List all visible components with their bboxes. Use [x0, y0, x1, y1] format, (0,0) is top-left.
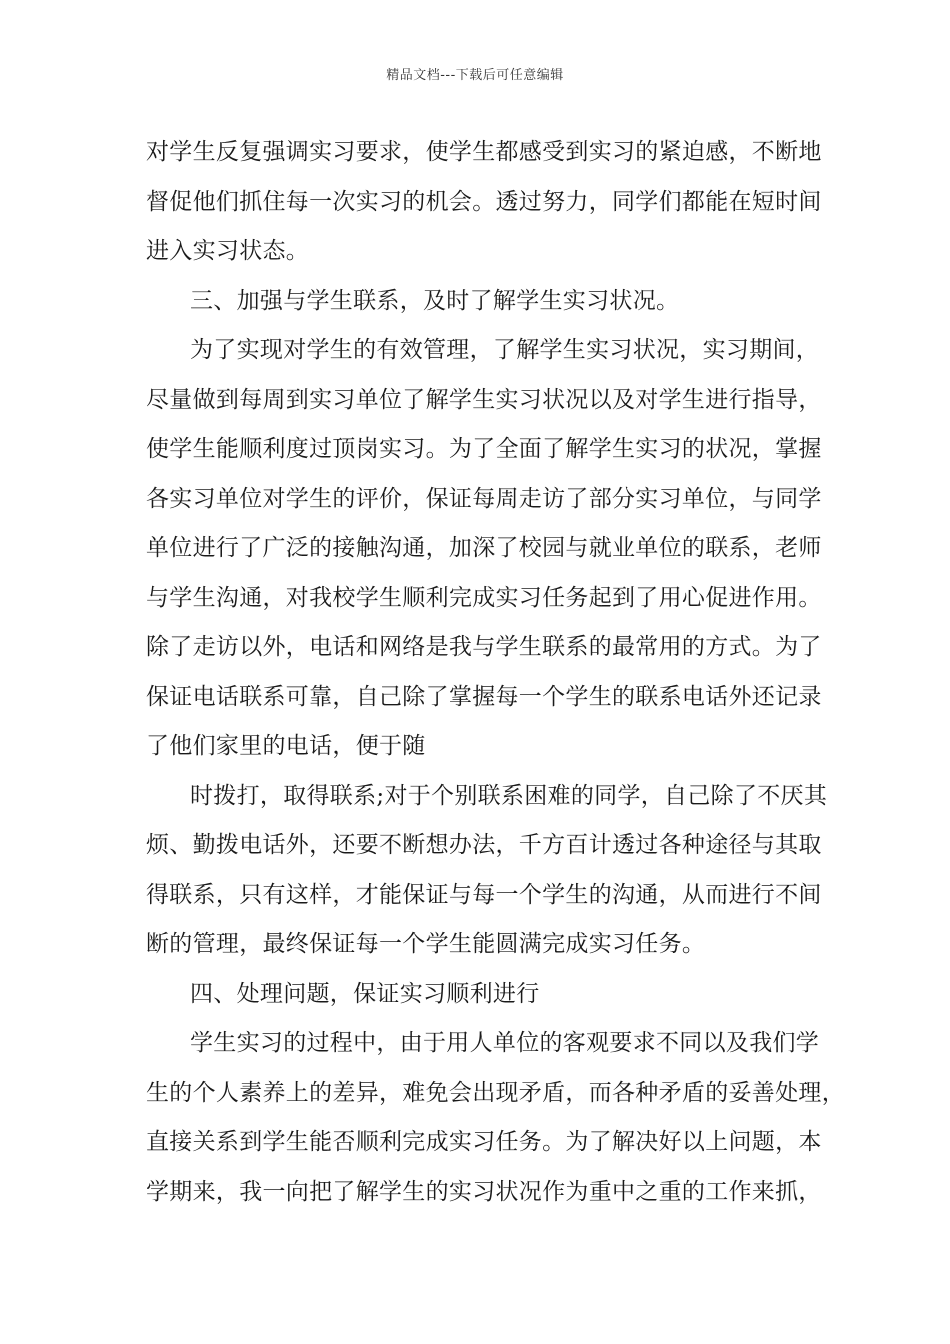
text-line: 除了走访以外，电话和网络是我与学生联系的最常用的方式。为了: [146, 634, 822, 660]
text-line: 直接关系到学生能否顺利完成实习任务。为了解决好以上问题，本: [146, 1129, 822, 1155]
paragraph: [146, 283, 826, 333]
text-line: 断的管理，最终保证每一个学生能圆满完成实习任务。: [146, 931, 706, 957]
paragraph: [146, 332, 826, 778]
text-line: 尽量做到每周到实习单位了解学生实习状况以及对学生进行指导，: [146, 386, 822, 413]
text-line: 保证电话联系可靠，自己除了掌握每一个学生的联系电话外还记录: [146, 683, 822, 710]
text-line: 督促他们抓住每一次实习的机会。透过努力，同学们都能在短时间: [146, 188, 822, 215]
text-line: 单位进行了广泛的接触沟通，加深了校园与就业单位的联系，老师: [146, 535, 822, 561]
paragraph: [146, 1025, 845, 1223]
paragraph: [146, 134, 826, 283]
text-line: 使学生能顺利度过顶岗实习。为了全面了解学生实习的状况，掌握: [146, 436, 822, 462]
text-line: 得联系，只有这样，才能保证与每一个学生的沟通，从而进行不间: [146, 881, 822, 908]
text-line: 四、处理问题，保证实习顺利进行: [190, 980, 540, 1007]
text-line: 对学生反复强调实习要求，使学生都感受到实习的紧迫感，不断地: [146, 139, 822, 165]
page-header: 精品文档---下载后可任意编辑: [386, 68, 564, 83]
paragraph: [146, 976, 826, 1026]
text-line: 学期来，我一向把了解学生的实习状况作为重中之重的工作来抓，: [146, 1178, 822, 1205]
text-line: 生的个人素养上的差异，难免会出现矛盾，而各种矛盾的妥善处理，: [146, 1079, 845, 1106]
text-line: 时拨打，取得联系;对于个别联系困难的同学，自己除了不厌其: [190, 782, 828, 809]
text-line: 三、加强与学生联系，及时了解学生实习状况。: [190, 287, 680, 314]
text-line: 与学生沟通，对我校学生顺利完成实习任务起到了用心促进作用。: [146, 584, 822, 611]
text-line: 为了实现对学生的有效管理，了解学生实习状况，实习期间，: [190, 337, 820, 363]
document-body: [146, 134, 845, 1223]
text-line: 烦、勤拨电话外，还要不断想办法，千方百计透过各种途径与其取: [146, 832, 822, 858]
text-line: 各实习单位对学生的评价，保证每周走访了部分实习单位，与同学: [146, 485, 822, 512]
text-line: 学生实习的过程中，由于用人单位的客观要求不同以及我们学: [190, 1030, 820, 1056]
paragraph: [146, 778, 826, 976]
text-line: 进入实习状态。: [146, 238, 310, 264]
text-line: 了他们家里的电话，便于随: [146, 733, 426, 759]
